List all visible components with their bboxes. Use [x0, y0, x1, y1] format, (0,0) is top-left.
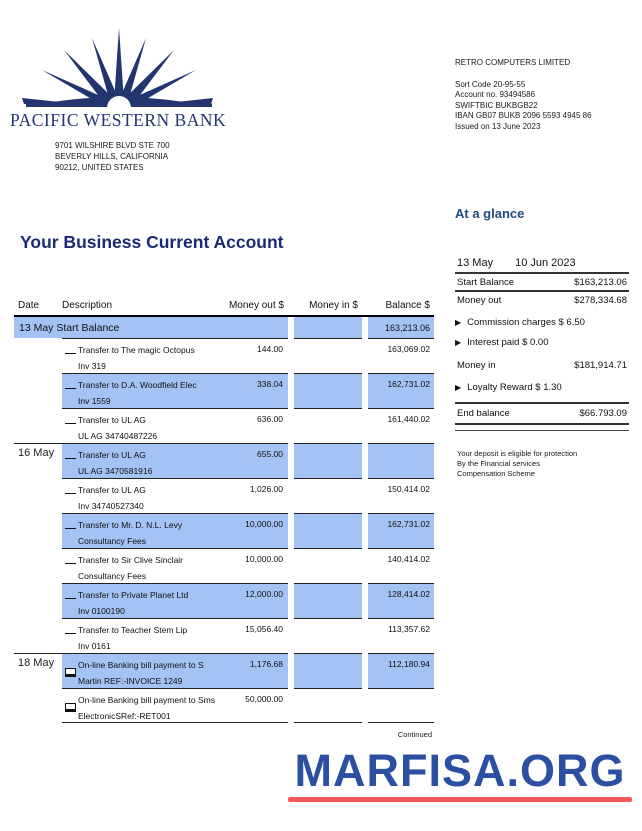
description-line-2: Martin REF:-INVOICE 1249 [78, 676, 183, 686]
description-line-2: ElectronicSRef:-RET001 [78, 711, 171, 721]
description-line-1: Transfer to D.A. Woodfield Elec [78, 380, 197, 390]
page-title: Your Business Current Account [20, 232, 284, 252]
account-info-line: Issued on 13 June 2023 [455, 121, 541, 131]
watermark-text: MARFISA.ORG [294, 745, 626, 796]
start-balance-date: 13 May [19, 321, 54, 334]
balance-amount: 161,440.02 [368, 408, 434, 443]
transfer-dash-icon [62, 619, 78, 653]
table-row [14, 373, 434, 408]
transaction-date: 18 May [14, 653, 62, 688]
glance-bottom-rule [455, 430, 629, 431]
description-line-1: On-line Banking bill payment to Sms [78, 695, 216, 705]
description-line-1: Transfer to UL AG [78, 415, 146, 425]
table-row [14, 583, 434, 618]
glance-period [455, 257, 629, 274]
money-out-amount: 10,000.00 [245, 519, 283, 529]
transfer-dash-icon [62, 444, 78, 478]
balance-amount: 112,180.94 [368, 653, 434, 688]
deposit-protection-line: Your deposit is eligible for protection [457, 449, 578, 458]
transactions-table [14, 300, 434, 739]
money-out-amount: 1,026.00 [249, 484, 283, 494]
transfer-dash-icon [65, 458, 76, 459]
table-row [14, 513, 434, 548]
bank-name: PACIFIC WESTERN BANK [10, 110, 227, 130]
table-row [14, 653, 434, 688]
glance-row-label: End balance [457, 408, 510, 419]
money-in-cell [294, 478, 362, 513]
transaction-date [14, 408, 62, 443]
transaction-description [78, 444, 222, 478]
transfer-dash-icon [62, 479, 78, 513]
description-line-2: Inv 34740527340 [78, 501, 144, 511]
description-line-1: Transfer to Private Planet Ltd [78, 590, 189, 600]
money-out-amount: 12,000.00 [245, 589, 283, 599]
money-out-amount: 10,000.00 [245, 554, 283, 564]
money-in-cell [294, 443, 362, 478]
transaction-main-cell [62, 583, 288, 618]
glance-bullet-text: Loyalty Reward $ 1.30 [467, 382, 562, 393]
description-line-2: UL AG 3470581916 [78, 466, 153, 476]
transfer-dash-icon [65, 353, 76, 354]
header-money-out: Money out $ [228, 300, 284, 311]
balance-amount: 128,414.02 [368, 583, 434, 618]
transaction-date [14, 478, 62, 513]
description-line-2: UL AG 34740487226 [78, 431, 158, 441]
glance-bullet-text: Commission charges $ 6.50 [467, 317, 585, 328]
transaction-date [14, 548, 62, 583]
account-info-lines [455, 80, 637, 133]
transfer-dash-icon [62, 549, 78, 583]
balance-amount: 162,731.02 [368, 373, 434, 408]
balance-amount [368, 443, 434, 478]
table-row [14, 688, 434, 723]
deposit-protection-line: By the Financial services [457, 459, 540, 468]
transfer-dash-icon [65, 493, 76, 494]
transfer-dash-icon [65, 633, 76, 634]
money-out-amount: 50,000.00 [245, 694, 283, 704]
header-balance: Balance $ [385, 300, 430, 311]
description-line-2: Inv 0100190 [78, 606, 125, 616]
glance-rows [455, 274, 629, 431]
description-line-1: Transfer to The magic Octopus [78, 345, 195, 355]
header-date: Date [18, 300, 40, 311]
table-header-row [14, 300, 434, 317]
bank-logo [10, 26, 225, 131]
bank-address [55, 140, 170, 173]
table-row [14, 443, 434, 478]
continued-label: Continued [397, 730, 432, 739]
table-row [14, 478, 434, 513]
transaction-main-cell [62, 653, 288, 688]
transaction-date [14, 583, 62, 618]
money-in-cell [294, 618, 362, 653]
glance-row-value: $278,334.68 [574, 295, 627, 306]
deposit-protection-line: Compensation Scheme [457, 469, 535, 478]
description-line-1: Transfer to UL AG [78, 450, 146, 460]
money-in-cell [294, 373, 362, 408]
transaction-main-cell [62, 373, 288, 408]
money-in-cell [294, 338, 362, 373]
table-row [14, 548, 434, 583]
money-in-cell [294, 653, 362, 688]
glance-bullet-row [455, 317, 629, 328]
money-out-amount: 15,056.40 [245, 624, 283, 634]
transaction-description [78, 409, 222, 443]
money-out-amount: 1,176.68 [249, 659, 283, 669]
transaction-main-cell [62, 688, 288, 723]
glance-row [455, 357, 629, 373]
money-out-amount: 636.00 [257, 414, 283, 424]
transaction-description [78, 689, 222, 722]
table-row [14, 408, 434, 443]
money-out-amount: 338.04 [257, 379, 283, 389]
watermark [288, 745, 632, 802]
transaction-description [78, 549, 222, 583]
glance-title: At a glance [455, 206, 525, 221]
transaction-date [14, 373, 62, 408]
transfer-dash-icon [65, 528, 76, 529]
balance-amount: 113,357.62 [368, 618, 434, 653]
sunburst-logo-icon [20, 26, 215, 108]
transaction-date [14, 618, 62, 653]
transaction-main-cell [62, 618, 288, 653]
online-banking-icon [65, 703, 76, 710]
bank-address-line: BEVERLY HILLS, CALIFORNIA [55, 152, 169, 161]
glance-row-label: Money in [457, 360, 496, 371]
transaction-main-cell [62, 478, 288, 513]
transaction-main-cell [62, 338, 288, 373]
transfer-dash-icon [65, 423, 76, 424]
start-balance-label [14, 317, 288, 338]
transaction-date [14, 513, 62, 548]
start-balance-text: Start Balance [56, 321, 120, 334]
money-in-cell [294, 688, 362, 723]
bullet-triangle-icon: ▶ [455, 382, 462, 392]
money-out-amount: 655.00 [257, 449, 283, 459]
balance-amount [368, 688, 434, 723]
glance-bullet-row [455, 337, 629, 348]
glance-row-label: Start Balance [457, 277, 515, 288]
balance-amount: 150,414.02 [368, 478, 434, 513]
description-line-1: Transfer to Sir Clive Sinclair [78, 555, 184, 565]
glance-period-end: 10 Jun 2023 [515, 257, 576, 269]
transaction-main-cell [62, 548, 288, 583]
transaction-date: 16 May [14, 443, 62, 478]
money-in-cell [294, 408, 362, 443]
transfer-dash-icon [62, 584, 78, 618]
table-row [14, 618, 434, 653]
transaction-rows [14, 338, 434, 723]
description-line-1: On-line Banking bill payment to S [78, 660, 204, 670]
transfer-dash-icon [65, 598, 76, 599]
deposit-protection-note [455, 449, 629, 479]
bullet-triangle-icon: ▶ [455, 317, 462, 327]
online-banking-icon [62, 689, 78, 722]
online-banking-icon [62, 654, 78, 688]
description-line-2: Inv 319 [78, 361, 106, 371]
transaction-description [78, 374, 222, 408]
transaction-main-cell [62, 513, 288, 548]
account-info-line: SWIFTBIC BUKBGB22 [455, 100, 538, 110]
glance-row [455, 274, 629, 292]
glance-row-value: $66.793.09 [579, 408, 627, 419]
description-line-2: Inv 1559 [78, 396, 111, 406]
description-line-1: Transfer to Teacher Stem Lip [78, 625, 188, 635]
glance-row [455, 402, 629, 425]
glance-row [455, 292, 629, 308]
transfer-dash-icon [62, 339, 78, 373]
at-a-glance-panel [455, 206, 629, 479]
transaction-main-cell [62, 408, 288, 443]
transfer-dash-icon [62, 374, 78, 408]
transaction-date [14, 688, 62, 723]
transaction-description [78, 654, 222, 688]
account-info-line: Account no. 93494586 [455, 90, 536, 99]
account-info-line: Sort Code 20-95-55 [455, 79, 526, 89]
transfer-dash-icon [62, 514, 78, 548]
money-in-cell [294, 513, 362, 548]
money-in-cell [294, 548, 362, 583]
transfer-dash-icon [62, 409, 78, 443]
table-row [14, 338, 434, 373]
glance-row-value: $181,914.71 [574, 360, 627, 371]
transaction-description [78, 584, 222, 618]
glance-period-start: 13 May [457, 257, 494, 269]
description-line-2: Inv 0161 [78, 641, 111, 651]
balance-amount: 140,414.02 [368, 548, 434, 583]
header-description: Description [62, 300, 113, 311]
bank-address-line: 90212, UNITED STATES [55, 163, 144, 172]
glance-bullet-row [455, 382, 629, 393]
glance-bullet-text: Interest paid $ 0.00 [467, 337, 549, 348]
description-line-2: Consultancy Fees [78, 571, 147, 581]
header-money-in: Money in $ [309, 300, 358, 311]
balance-amount: 163,069.02 [368, 338, 434, 373]
balance-amount: 162,731.02 [368, 513, 434, 548]
transaction-date [14, 338, 62, 373]
glance-row-label: Money out [457, 295, 502, 306]
start-balance-amount: 163,213.06 [368, 317, 434, 338]
transaction-main-cell [62, 443, 288, 478]
money-in-cell [294, 583, 362, 618]
description-line-1: Transfer to UL AG [78, 485, 146, 495]
start-balance-row [14, 317, 434, 338]
money-out-amount: 144.00 [257, 344, 283, 354]
account-holder: RETRO COMPUTERS LIMITED [455, 58, 571, 67]
transfer-dash-icon [65, 388, 76, 389]
transaction-description [78, 514, 222, 548]
watermark-underline [288, 797, 632, 802]
start-balance-money-in-cell [294, 317, 362, 338]
transaction-description [78, 619, 222, 653]
description-line-1: Transfer to Mr. D. N.L. Levy [78, 520, 183, 530]
bank-address-line: 9701 WILSHIRE BLVD STE 700 [55, 141, 170, 150]
account-info-line: IBAN GB07 BUKB 2096 5593 4945 86 [455, 111, 592, 120]
bullet-triangle-icon: ▶ [455, 337, 462, 347]
transfer-dash-icon [65, 563, 76, 564]
description-line-2: Consultancy Fees [78, 536, 147, 546]
transaction-description [78, 339, 222, 373]
account-info [455, 58, 637, 132]
online-banking-icon [65, 668, 76, 675]
glance-row-value: $163,213.06 [574, 277, 627, 288]
transaction-description [78, 479, 222, 513]
